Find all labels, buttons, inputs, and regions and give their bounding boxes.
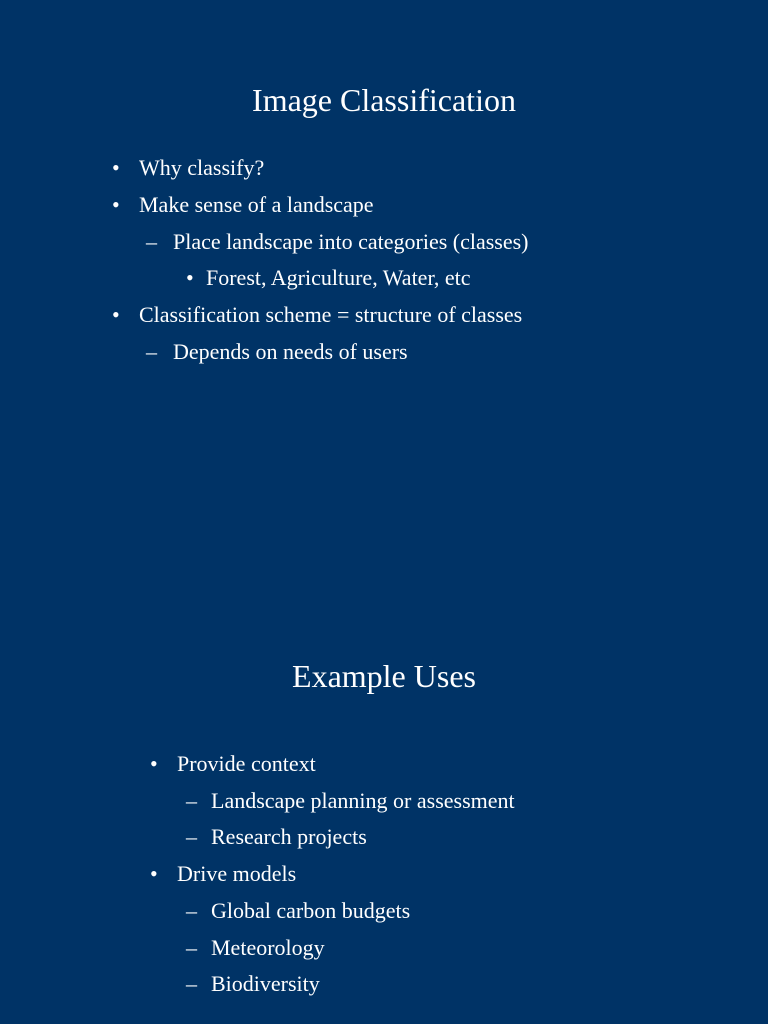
dash-marker: –: [186, 897, 197, 923]
dash-marker: –: [186, 934, 197, 960]
bullet-text: Provide context: [177, 751, 316, 776]
bullet-marker: •: [112, 302, 120, 328]
bullet-marker: •: [112, 191, 120, 217]
dash-marker: –: [186, 971, 197, 997]
slide-example-uses: [0, 512, 768, 1024]
bullet-text: Global carbon budgets: [211, 897, 411, 923]
bullet-text: Biodiversity: [211, 971, 320, 997]
dash-marker: –: [186, 787, 197, 813]
bullet-marker: •: [186, 265, 194, 291]
dash-marker: –: [146, 228, 157, 254]
bullet-text: Drive models: [177, 861, 297, 887]
bullet-text: Research projects: [211, 824, 367, 850]
dash-marker: –: [146, 339, 157, 364]
bullet-marker: •: [150, 751, 158, 776]
bullet-text: Landscape planning or assessment: [211, 787, 515, 813]
dash-marker: –: [186, 824, 197, 850]
bullet-marker: •: [112, 155, 120, 180]
bullet-text: Make sense of a landscape: [139, 191, 374, 217]
slide-title: Example Uses: [292, 658, 476, 694]
bullet-text: Place landscape into categories (classes): [173, 228, 529, 254]
bullet-marker: •: [150, 861, 158, 887]
bullet-text: Depends on needs of users: [173, 339, 408, 364]
slide-title: Image Classification: [252, 82, 516, 118]
bullet-text: Meteorology: [211, 934, 325, 960]
bullet-text: Why classify?: [139, 155, 265, 180]
bullet-text: Forest, Agriculture, Water, etc: [206, 265, 471, 291]
bullet-text: Classification scheme = structure of classes: [139, 302, 523, 328]
